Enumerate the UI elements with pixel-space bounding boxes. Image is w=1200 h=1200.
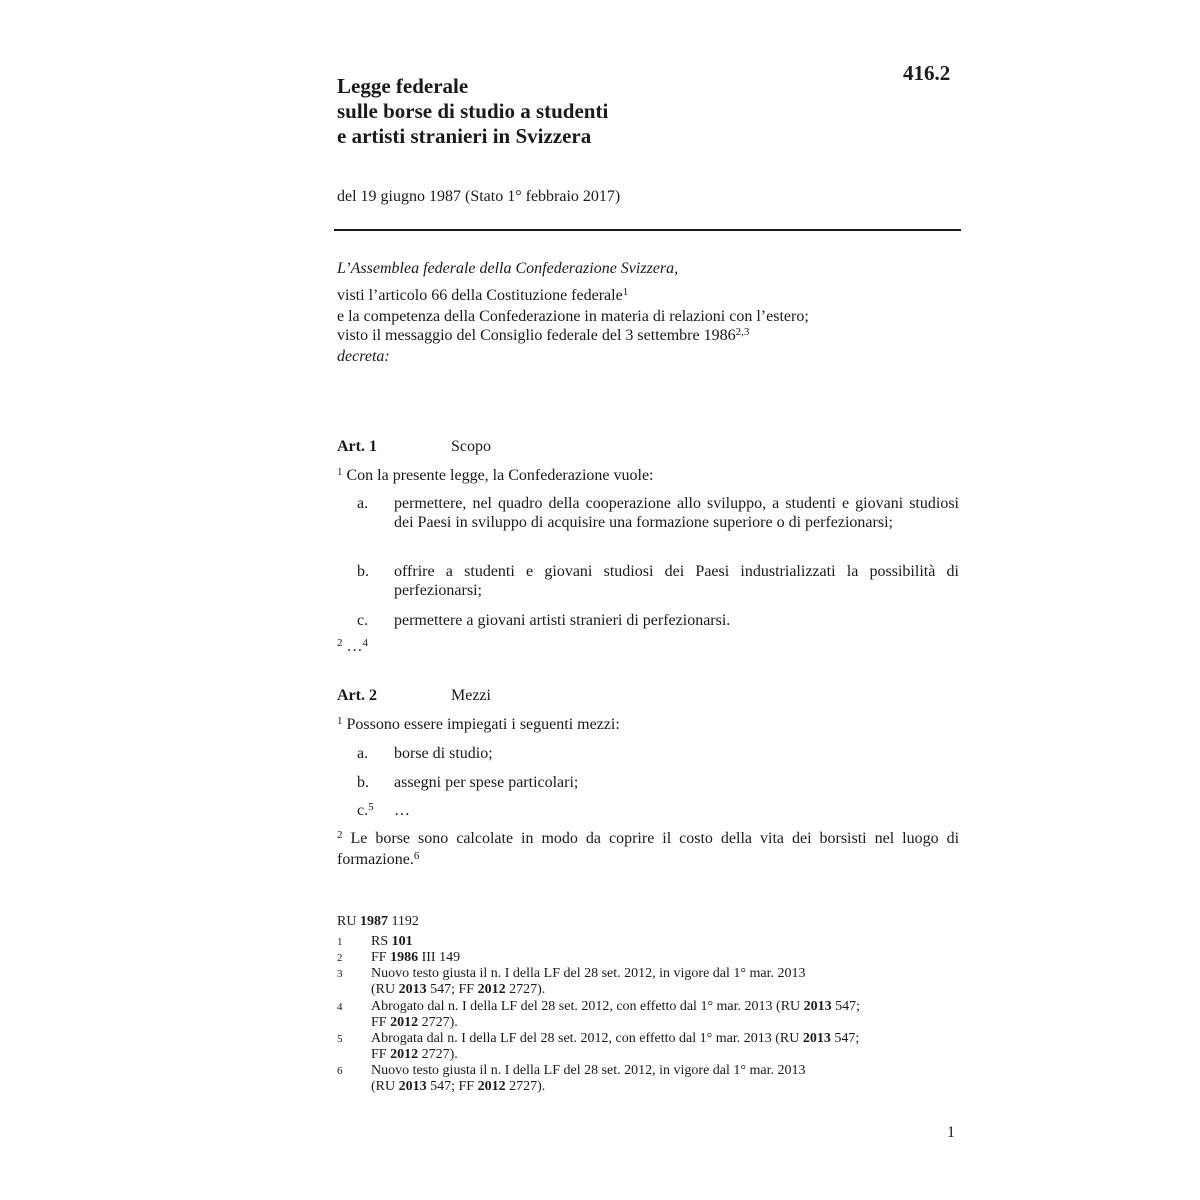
list-text: permettere, nel quadro della cooperazione allo sviluppo, a studenti e giovani studiosi dei Paesi in sviluppo di acquisire una formazione superiore o di perfezionarsi; (394, 495, 959, 531)
paragraph: $^2$ …$^4$ (337, 637, 368, 655)
list-letter: c.$^5$ (357, 801, 374, 819)
footnote-ref[interactable]: 6 (413, 850, 420, 862)
preamble-intro: L’Assemblea federale della Confederazione Svizzera, (337, 260, 679, 277)
preamble-line: visto il messaggio del Consiglio federale del 3 settembre 1986$^{2,3}$ (337, 326, 750, 344)
footnote-ref[interactable]: 2,3 (735, 326, 750, 338)
paragraph-number: 2 (337, 829, 343, 841)
article-number: Art. 2 (337, 687, 377, 704)
article-title: Mezzi (451, 687, 491, 704)
footnote-number: 1 (337, 936, 343, 948)
article-title: Scopo (451, 438, 491, 455)
preamble-line: e la competenza della Confederazione in materia di relazioni con l’estero; (337, 308, 809, 325)
title-line: e artisti stranieri in Svizzera (337, 124, 592, 148)
law-date: del 19 giugno 1987 (Stato 1° febbraio 2017) (337, 188, 621, 205)
footnote-text: Nuovo testo giusta il n. I della LF del 28 set. 2012, in vigore dal 1° mar. 2013 (RU 2013 547; FF 2012 2727). (371, 966, 806, 997)
title-line: Legge federale (337, 74, 469, 98)
footnote-ref[interactable]: 5 (368, 801, 374, 813)
ru-reference: RU 1987 1192 (337, 914, 419, 929)
footnotes (337, 914, 957, 1114)
article-number: Art. 1 (337, 438, 377, 455)
list-letter: c. (357, 612, 369, 629)
article-heading (337, 438, 491, 456)
preamble-line: visti l’articolo 66 della Costituzione federale$^1$ (337, 286, 629, 304)
title-line: sulle borse di studio a studenti (337, 99, 609, 123)
footnote-ref[interactable]: 4 (362, 637, 368, 649)
footnote-text: RS 101 (371, 934, 413, 949)
footnote-number: 5 (337, 1033, 343, 1045)
list-letter: b. (357, 563, 369, 580)
paragraph: $^1$ Possono essere impiegati i seguenti mezzi: (337, 715, 620, 733)
list-text: offrire a studenti e giovani studiosi dei Paesi industrializzati la possibilità di perfezionarsi; (394, 563, 959, 599)
list-text: … (394, 802, 410, 819)
footnote-text: Abrogata dal n. I della LF del 28 set. 2012, con effetto dal 1° mar. 2013 (RU 2013 547; FF 2012 2727). (371, 1031, 860, 1062)
footnote-text: Abrogato dal n. I della LF del 28 set. 2012, con effetto dal 1° mar. 2013 (RU 2013 547; FF 2012 2727). (371, 999, 861, 1030)
footnote-number: 6 (337, 1065, 343, 1077)
footnote-text: Nuovo testo giusta il n. I della LF del 28 set. 2012, in vigore dal 1° mar. 2013 (RU 2013 547; FF 2012 2727). (371, 1063, 806, 1094)
page-number: 1 (947, 1124, 955, 1141)
paragraph: $^1$ Con la presente legge, la Confederazione vuole: (337, 466, 654, 484)
list-letter: a. (357, 495, 369, 512)
paragraph-number: 1 (337, 715, 343, 727)
paragraph: $^2$ Le borse sono calcolate in modo da coprire il costo della vita dei borsisti nel luogo di formazione.$^6$ (337, 829, 960, 868)
preamble (337, 259, 959, 366)
article-heading (337, 687, 491, 705)
law-title (337, 74, 608, 149)
sr-number: 416.2 (903, 61, 951, 85)
footnote-number: 4 (337, 1001, 343, 1013)
footnote-number: 2 (337, 952, 343, 964)
paragraph-number: 1 (337, 466, 343, 478)
footnote-number: 3 (337, 968, 343, 980)
list-text: assegni per spese particolari; (394, 774, 579, 791)
list-text: borse di studio; (394, 745, 493, 762)
list-text: permettere a giovani artisti stranieri di perfezionarsi. (394, 612, 731, 629)
list-letter: b. (357, 774, 369, 791)
footnote-text: FF 1986 III 149 (371, 950, 461, 965)
footnote-ref[interactable]: 1 (622, 286, 629, 298)
list-letter: a. (357, 745, 369, 762)
header-divider (334, 229, 961, 231)
paragraph-number: 2 (337, 637, 343, 649)
preamble-decree: decreta: (337, 348, 390, 365)
